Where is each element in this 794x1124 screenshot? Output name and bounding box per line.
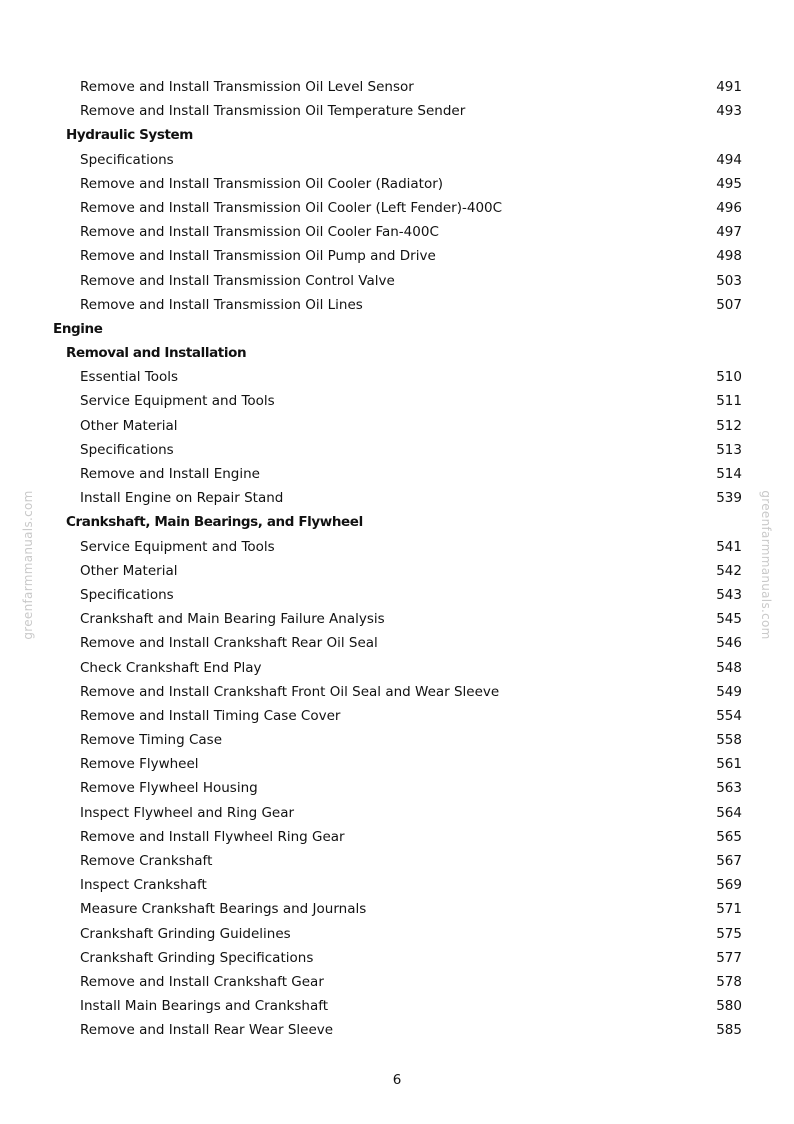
toc-entry[interactable] bbox=[0, 486, 794, 510]
toc-entry-page-number: 511 bbox=[716, 393, 742, 410]
toc-entry-page-number: 503 bbox=[716, 272, 742, 289]
toc-entry[interactable] bbox=[0, 269, 794, 293]
toc-entry[interactable] bbox=[0, 389, 794, 413]
toc-entry-title: Remove Flywheel bbox=[80, 756, 199, 773]
toc-entry[interactable] bbox=[0, 897, 794, 921]
toc-entry-title: Remove and Install Transmission Oil Lines bbox=[80, 296, 363, 313]
toc-entry-page-number: 561 bbox=[716, 756, 742, 773]
toc-entry-title: Remove and Install Crankshaft Rear Oil Seal bbox=[80, 635, 378, 652]
toc-entry-title: Remove and Install Transmission Oil Cooler (Left Fender)-400C bbox=[80, 199, 503, 216]
toc-entry-page-number: 575 bbox=[716, 925, 742, 942]
toc-entry-page-number: 558 bbox=[716, 732, 742, 749]
toc-entry-page-number: 577 bbox=[716, 949, 742, 966]
toc-entry-page-number: 585 bbox=[716, 1022, 742, 1039]
toc-entry[interactable] bbox=[0, 293, 794, 317]
toc-entry-page-number: 497 bbox=[716, 224, 742, 241]
toc-entry[interactable] bbox=[0, 656, 794, 680]
toc-section-heading bbox=[0, 341, 794, 365]
toc-entry[interactable] bbox=[0, 946, 794, 970]
toc-entry[interactable] bbox=[0, 244, 794, 268]
toc-entry[interactable] bbox=[0, 365, 794, 389]
toc-entry[interactable] bbox=[0, 535, 794, 559]
toc-entry-page-number: 554 bbox=[716, 707, 742, 724]
toc-entry[interactable] bbox=[0, 583, 794, 607]
toc-entry-title: Crankshaft Grinding Guidelines bbox=[80, 925, 291, 942]
toc-entry-title: Remove Flywheel Housing bbox=[80, 780, 258, 797]
toc-entry[interactable] bbox=[0, 172, 794, 196]
toc-entry-page-number: 564 bbox=[716, 804, 742, 821]
toc-entry-title: Measure Crankshaft Bearings and Journals bbox=[80, 901, 367, 918]
toc-entry[interactable] bbox=[0, 99, 794, 123]
toc-entry[interactable] bbox=[0, 631, 794, 655]
toc-entry-page-number: 569 bbox=[716, 877, 742, 894]
toc-entry[interactable] bbox=[0, 849, 794, 873]
toc-entry[interactable] bbox=[0, 776, 794, 800]
toc-section-heading bbox=[0, 123, 794, 147]
toc-entry[interactable] bbox=[0, 825, 794, 849]
toc-entry-title: Check Crankshaft End Play bbox=[80, 659, 262, 676]
toc-entry-page-number: 491 bbox=[716, 79, 742, 95]
toc-entry[interactable] bbox=[0, 873, 794, 897]
toc-entry[interactable] bbox=[0, 801, 794, 825]
toc-entry[interactable] bbox=[0, 220, 794, 244]
toc-entry-page-number: 498 bbox=[716, 248, 742, 265]
toc-entry[interactable] bbox=[0, 75, 794, 99]
toc-entry-title: Remove and Install Flywheel Ring Gear bbox=[80, 828, 345, 845]
toc-entry-title: Essential Tools bbox=[80, 369, 179, 386]
toc-entry-page-number: 580 bbox=[716, 998, 742, 1015]
toc-entry-title: Hydraulic System bbox=[66, 127, 193, 144]
watermark-left: greenfarmmanuals.com bbox=[21, 490, 35, 640]
toc-entry[interactable] bbox=[0, 922, 794, 946]
toc-entry-title: Service Equipment and Tools bbox=[80, 393, 275, 410]
toc-entry-page-number: 563 bbox=[716, 780, 742, 797]
toc-entry[interactable] bbox=[0, 704, 794, 728]
toc-entry-page-number: 549 bbox=[716, 683, 742, 700]
toc-entry-title: Engine bbox=[53, 320, 103, 337]
toc-entry-title: Crankshaft Grinding Specifications bbox=[80, 949, 314, 966]
toc-section-heading bbox=[0, 510, 794, 534]
toc-entry-page-number: 543 bbox=[716, 586, 742, 603]
toc-entry-title: Removal and Installation bbox=[66, 345, 247, 362]
toc-entry-page-number: 541 bbox=[716, 538, 742, 555]
toc-entry-title: Remove and Install Transmission Oil Cooler (Radiator) bbox=[80, 175, 444, 192]
toc-entry-page-number: 565 bbox=[716, 828, 742, 845]
toc-entry[interactable] bbox=[0, 559, 794, 583]
toc-entry-title: Remove and Install Transmission Oil Pump and Drive bbox=[80, 248, 436, 265]
toc-entry[interactable] bbox=[0, 1018, 794, 1042]
toc-entry-title: Remove and Install Crankshaft Front Oil Seal and Wear Sleeve bbox=[80, 683, 500, 700]
toc-entry[interactable] bbox=[0, 970, 794, 994]
toc-entry-page-number: 571 bbox=[716, 901, 742, 918]
toc-entry-page-number: 567 bbox=[716, 853, 742, 869]
toc-entry-page-number: 514 bbox=[716, 466, 742, 482]
toc-entry-page-number: 548 bbox=[716, 659, 742, 676]
toc-entry-page-number: 542 bbox=[716, 562, 742, 579]
toc-entry-title: Inspect Crankshaft bbox=[80, 877, 207, 894]
toc-entry-title: Remove Crankshaft bbox=[80, 853, 213, 869]
toc-entry-page-number: 539 bbox=[716, 490, 742, 507]
page-number: 6 bbox=[392, 1072, 402, 1088]
toc-entry-page-number: 545 bbox=[716, 611, 742, 628]
toc-entry-title: Remove and Install Transmission Control Valve bbox=[80, 272, 395, 289]
toc-entry-title: Specifications bbox=[80, 586, 174, 603]
toc-entry-title: Remove and Install Timing Case Cover bbox=[80, 707, 341, 724]
toc-entry-page-number: 507 bbox=[716, 296, 742, 313]
toc-entry-title: Install Main Bearings and Crankshaft bbox=[80, 998, 329, 1015]
table-of-contents bbox=[0, 75, 794, 1043]
toc-entry[interactable] bbox=[0, 414, 794, 438]
toc-entry[interactable] bbox=[0, 752, 794, 776]
toc-entry-title: Specifications bbox=[80, 151, 174, 168]
toc-entry-title: Install Engine on Repair Stand bbox=[80, 490, 284, 507]
toc-entry[interactable] bbox=[0, 196, 794, 220]
toc-section-heading bbox=[0, 317, 794, 341]
toc-entry-page-number: 512 bbox=[716, 417, 742, 434]
toc-entry-title: Remove and Install Transmission Oil Level Sensor bbox=[80, 79, 414, 95]
toc-entry-page-number: 496 bbox=[716, 199, 742, 216]
toc-entry[interactable] bbox=[0, 728, 794, 752]
toc-entry-page-number: 510 bbox=[716, 369, 742, 386]
toc-entry[interactable] bbox=[0, 994, 794, 1018]
toc-entry-title: Other Material bbox=[80, 417, 178, 434]
toc-entry[interactable] bbox=[0, 680, 794, 704]
watermark-right: greenfarmmanuals.com bbox=[759, 490, 773, 640]
toc-entry-page-number: 494 bbox=[716, 151, 742, 168]
toc-entry-page-number: 493 bbox=[716, 103, 742, 120]
toc-entry-page-number: 578 bbox=[716, 973, 742, 990]
toc-entry-title: Remove and Install Crankshaft Gear bbox=[80, 973, 324, 990]
toc-entry[interactable] bbox=[0, 438, 794, 462]
toc-entry-title: Specifications bbox=[80, 441, 174, 458]
toc-entry-title: Remove and Install Engine bbox=[80, 466, 260, 482]
toc-entry-title: Service Equipment and Tools bbox=[80, 538, 275, 555]
toc-entry[interactable] bbox=[0, 148, 794, 172]
toc-entry-title: Other Material bbox=[80, 562, 178, 579]
toc-entry-page-number: 495 bbox=[716, 175, 742, 192]
toc-entry-page-number: 513 bbox=[716, 441, 742, 458]
toc-entry-title: Remove and Install Rear Wear Sleeve bbox=[80, 1022, 334, 1039]
toc-entry-title: Remove and Install Transmission Oil Cooler Fan-400C bbox=[80, 224, 439, 241]
toc-entry[interactable] bbox=[0, 607, 794, 631]
toc-entry-page-number: 546 bbox=[716, 635, 742, 652]
toc-entry-title: Remove and Install Transmission Oil Temperature Sender bbox=[80, 103, 466, 120]
toc-entry-title: Remove Timing Case bbox=[80, 732, 223, 749]
toc-entry-title: Crankshaft, Main Bearings, and Flywheel bbox=[66, 514, 363, 531]
toc-entry[interactable] bbox=[0, 462, 794, 486]
toc-entry-title: Crankshaft and Main Bearing Failure Analysis bbox=[80, 611, 385, 628]
toc-entry-title: Inspect Flywheel and Ring Gear bbox=[80, 804, 295, 821]
